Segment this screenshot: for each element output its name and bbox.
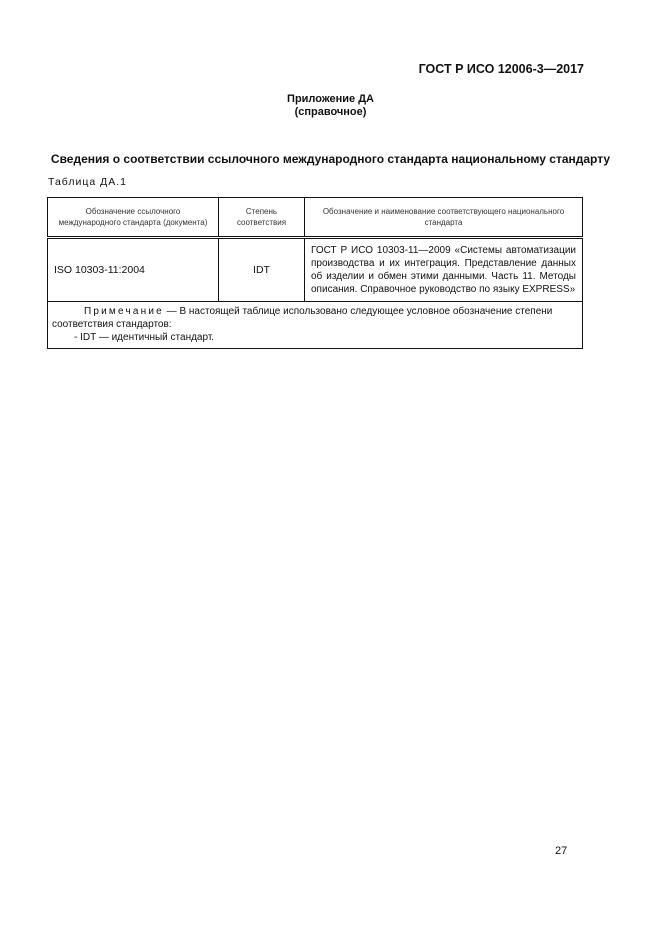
table-row: [48, 238, 583, 302]
table-note: [48, 302, 583, 349]
column-header-degree: Степень соответствия: [219, 198, 305, 238]
note-label: Примечание: [84, 306, 164, 317]
table-caption: Таблица ДА.1: [48, 176, 127, 188]
column-header-reference: Обозначение ссылочного международного стандарта (документа): [48, 198, 219, 238]
table-header-row: [48, 198, 583, 238]
column-header-national-standard: Обозначение и наименование соответствующего национального стандарта: [305, 198, 583, 238]
note-item: - IDT — идентичный стандарт.: [74, 332, 215, 343]
cell-reference: ISO 10303-11:2004: [48, 238, 219, 302]
note-text: — В настоящей таблице использовано следующее условное обозначение степени соответствия стандартов:: [52, 306, 553, 330]
correspondence-table: [47, 197, 583, 349]
table-note-row: [48, 302, 583, 349]
page-number: 27: [555, 845, 568, 857]
appendix-heading: [0, 93, 661, 119]
section-title: Сведения о соответствии ссылочного международного стандарта национальному стандарту: [50, 152, 611, 166]
appendix-subtitle: (справочное): [294, 106, 367, 118]
document-code: ГОСТ Р ИСО 12006-3—2017: [418, 62, 584, 76]
cell-degree: IDT: [219, 238, 305, 302]
appendix-title: Приложение ДА: [287, 93, 374, 105]
cell-national-standard: ГОСТ Р ИСО 10303-11—2009 «Системы автоматизации производства и их интеграция. Представление данных об изделии и обмен этими данными. Часть 11. Методы описания. Справочное руководство по языку EXPRESS»: [305, 238, 583, 302]
